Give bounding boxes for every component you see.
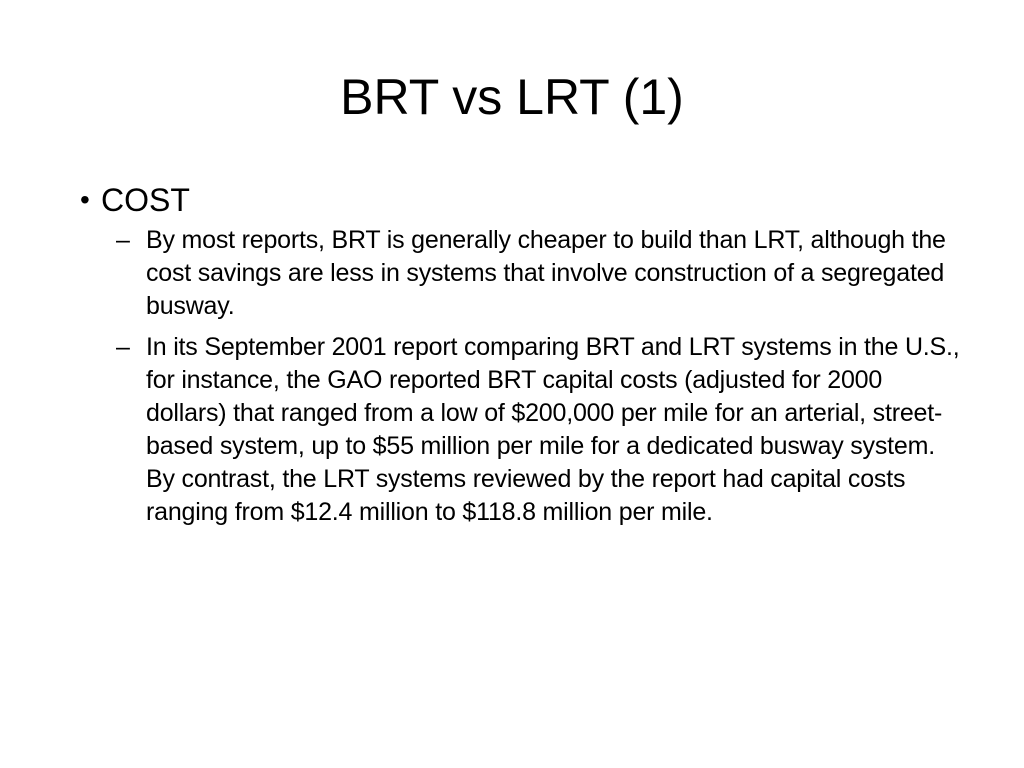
bullet-item-cost <box>80 180 966 220</box>
slide-title: BRT vs LRT (1) <box>340 69 684 125</box>
sub-bullet-text: In its September 2001 report comparing BRT and LRT systems in the U.S., for instance, the GAO reported BRT capital costs (adjusted for 2000 dollars) that ranged from a low of $200,000 per mile for an arterial, street-based system, up to $55 million per mile for a dedicated busway system. By contrast, the LRT systems reviewed by the report had capital costs ranging from $12.4 million to $118.8 million per mile. <box>146 333 960 526</box>
bullet-text: COST <box>101 182 190 218</box>
slide-content <box>80 180 966 537</box>
dash-icon: – <box>116 333 130 361</box>
bullet-dot-icon: • <box>80 184 90 215</box>
sub-bullet-item <box>86 331 966 529</box>
dash-icon: – <box>116 226 130 254</box>
sub-bullet-item <box>86 224 966 323</box>
sub-bullet-text: By most reports, BRT is generally cheaper to build than LRT, although the cost savings are less in systems that involve construction of a segregated busway. <box>146 226 946 320</box>
